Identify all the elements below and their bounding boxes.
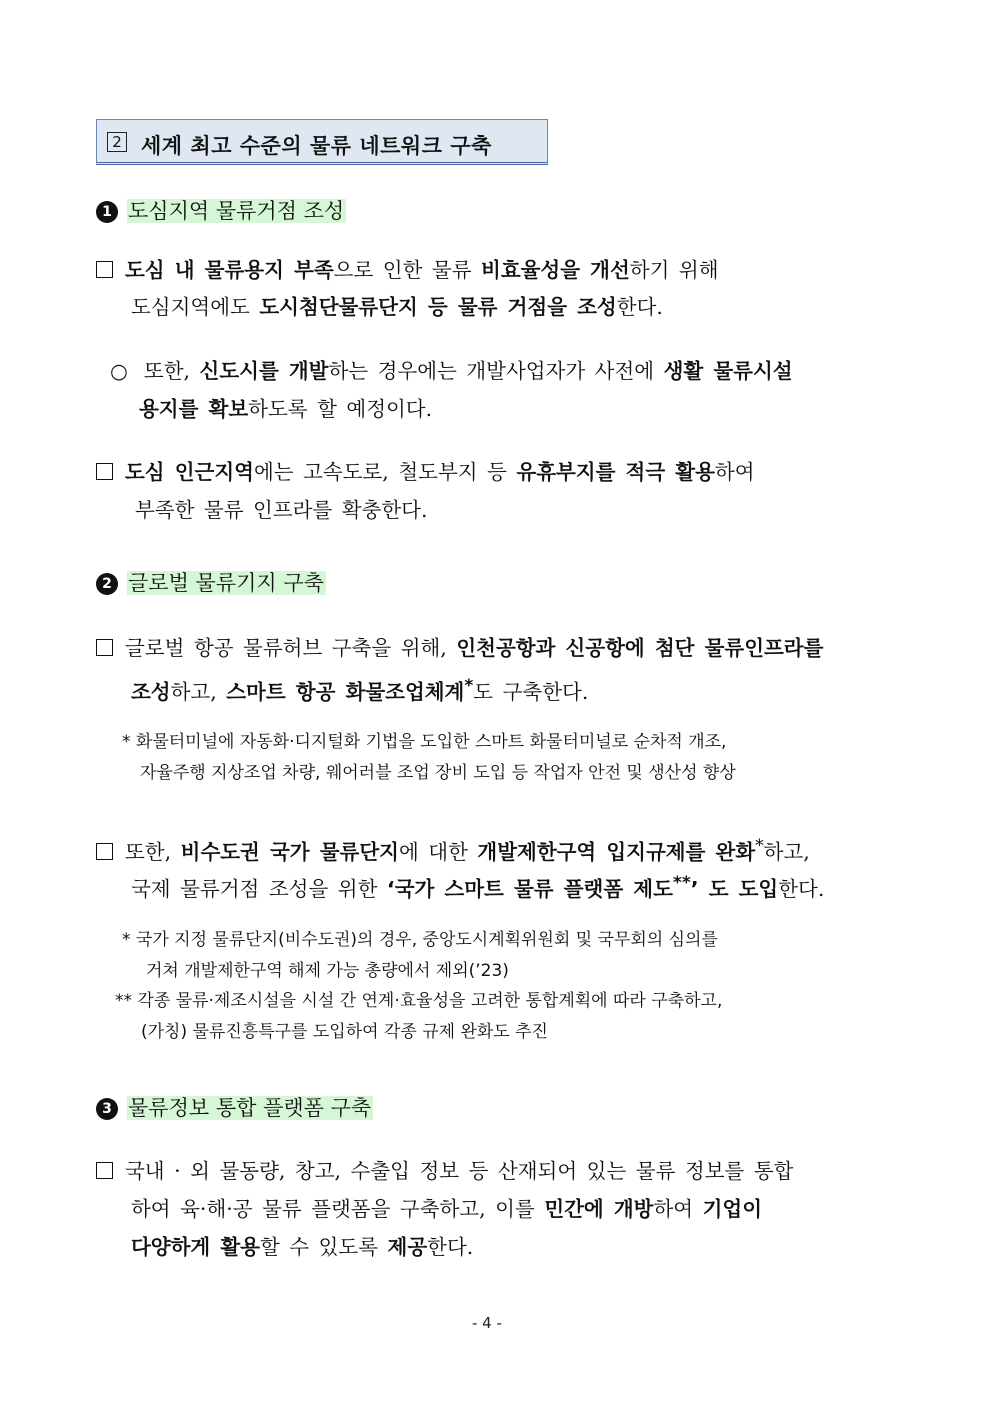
checkbox-square-icon	[96, 843, 113, 860]
paragraph-6-line-1: 국내 · 외 물동량, 창고, 수출입 정보 등 산재되어 있는 물류 정보를 통합	[96, 1156, 793, 1186]
paragraph-3-line-2: 부족한 물류 인프라를 확충한다.	[135, 498, 428, 522]
checkbox-square-icon	[96, 261, 113, 278]
checkbox-square-icon	[96, 639, 113, 656]
subheading-2	[96, 568, 326, 598]
subheading-3-title: 물류정보 통합 플랫폼 구축	[128, 1096, 372, 1120]
footnote-1-line-1: * 화물터미널에 자동화·디지털화 기법을 도입한 스마트 화물터미널로 순차적 개조,	[122, 732, 727, 752]
subheading-3	[96, 1093, 373, 1123]
paragraph-6-line-3: 다양하게 활용할 수 있도록 제공한다.	[131, 1235, 474, 1259]
paragraph-6-line-2: 하여 육·해·공 물류 플랫폼을 구축하고, 이를 민간에 개방하여 기업이	[131, 1197, 763, 1221]
section-title: 세계 최고 수준의 물류 네트워크 구축	[141, 134, 492, 158]
number-badge-2: 2	[96, 573, 118, 595]
paragraph-2-line-2: 용지를 확보하도록 할 예정이다.	[139, 397, 433, 421]
paragraph-5-line-2: 국제 물류거점 조성을 위한 ‘국가 스마트 물류 플랫폼 제도**’ 도 도입한다.	[131, 873, 825, 901]
checkbox-square-icon	[96, 1162, 113, 1179]
paragraph-2-line-1: ○ 또한, 신도시를 개발하는 경우에는 개발사업자가 사전에 생활 물류시설	[110, 359, 793, 383]
subheading-2-title: 글로벌 물류기지 구축	[128, 571, 324, 595]
section-number: 2	[107, 132, 127, 152]
paragraph-5-line-1: 또한, 비수도권 국가 물류단지에 대한 개발제한구역 입지규제를 완화*하고,	[96, 831, 810, 867]
paragraph-4-line-1: 글로벌 항공 물류허브 구축을 위해, 인천공항과 신공항에 첨단 물류인프라를	[96, 633, 823, 663]
footnote-2-line-2: 거쳐 개발제한구역 해제 가능 총량에서 제외(’23)	[146, 961, 509, 981]
number-badge-3: 3	[96, 1098, 118, 1120]
circle-bullet-icon: ○	[110, 359, 128, 383]
footnote-3-line-2: (가칭) 물류진흥특구를 도입하여 각종 규제 완화도 추진	[141, 1022, 548, 1042]
footnote-2-line-1: * 국가 지정 물류단지(비수도권)의 경우, 중앙도시계획위원회 및 국무회의 심의를	[122, 930, 718, 950]
footnote-1-line-2: 자율주행 지상조업 차량, 웨어러블 조업 장비 도입 등 작업자 안전 및 생산성 향상	[140, 763, 736, 783]
paragraph-1-line-2: 도심지역에도 도시첨단물류단지 등 물류 거점을 조성한다.	[131, 295, 663, 319]
section-header	[96, 119, 548, 165]
checkbox-square-icon	[96, 463, 113, 480]
subheading-1	[96, 196, 346, 226]
paragraph-3-line-1: 도심 인근지역에는 고속도로, 철도부지 등 유휴부지를 적극 활용하여	[96, 457, 755, 487]
subheading-1-title: 도심지역 물류거점 조성	[128, 199, 345, 223]
page-number: - 4 -	[472, 1314, 502, 1332]
paragraph-1-line-1: 도심 내 물류용지 부족으로 인한 물류 비효율성을 개선하기 위해	[96, 255, 719, 285]
number-badge-1: 1	[96, 201, 118, 223]
paragraph-4-line-2: 조성하고, 스마트 항공 화물조업체계*도 구축한다.	[131, 676, 589, 704]
footnote-3-line-1: ** 각종 물류·제조시설을 시설 간 연계·효율성을 고려한 통합계획에 따라 구축하고,	[115, 991, 723, 1011]
